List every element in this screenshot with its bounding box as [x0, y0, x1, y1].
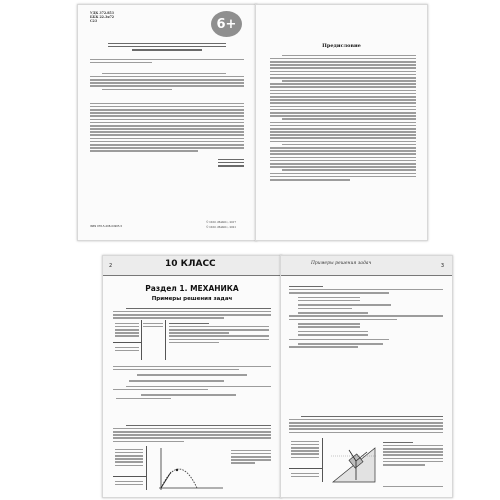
content-page-right [280, 255, 453, 498]
copyright-2: © ООО «ВАКО», 2021 [206, 226, 237, 229]
given-table [113, 320, 271, 360]
preface-title: Предисловие [322, 43, 361, 49]
publishing-note [108, 41, 226, 52]
chapter-subtitle: Примеры решения задач [151, 296, 233, 302]
problem-2-text [113, 423, 271, 444]
page-number-right: 3 [440, 263, 444, 269]
problem-1-text [113, 306, 271, 320]
problem-3-text [289, 414, 443, 435]
copyright-page [77, 4, 257, 241]
problem-3-forces-note [383, 484, 443, 489]
solution-continued [289, 284, 443, 350]
age-rating-badge: 6+ [211, 11, 242, 37]
section-title-header: Примеры решения задач [311, 261, 372, 266]
classification-codes [218, 157, 244, 168]
problem-3-given [289, 438, 323, 482]
problem-3-solution [383, 440, 443, 467]
chapter-title: Раздел 1. МЕХАНИКА [145, 284, 239, 293]
problem-2-solution [231, 448, 271, 466]
running-header-right [281, 256, 452, 276]
force-diagram [329, 436, 379, 486]
problem-1-solution [113, 364, 271, 401]
page-number-left: 2 [109, 263, 113, 269]
content-page-left [102, 255, 282, 498]
problem-2-given [113, 446, 147, 490]
copyright-1: © ООО «ВАКО», 2017 [206, 221, 237, 224]
annotation-text [90, 101, 244, 154]
reviewer-note [90, 57, 244, 65]
running-header-left [103, 256, 281, 276]
grade-label: 10 КЛАСС [165, 259, 216, 269]
udk-block: УДК 372.853 ББК 22.3я72 С23 [90, 11, 115, 24]
isbn: ISBN 978-5-408-04905-5 [90, 225, 123, 228]
preface-page [255, 4, 428, 241]
trajectory-diagram [155, 446, 225, 492]
preface-text [270, 53, 416, 182]
bibliographic-record [90, 71, 244, 92]
